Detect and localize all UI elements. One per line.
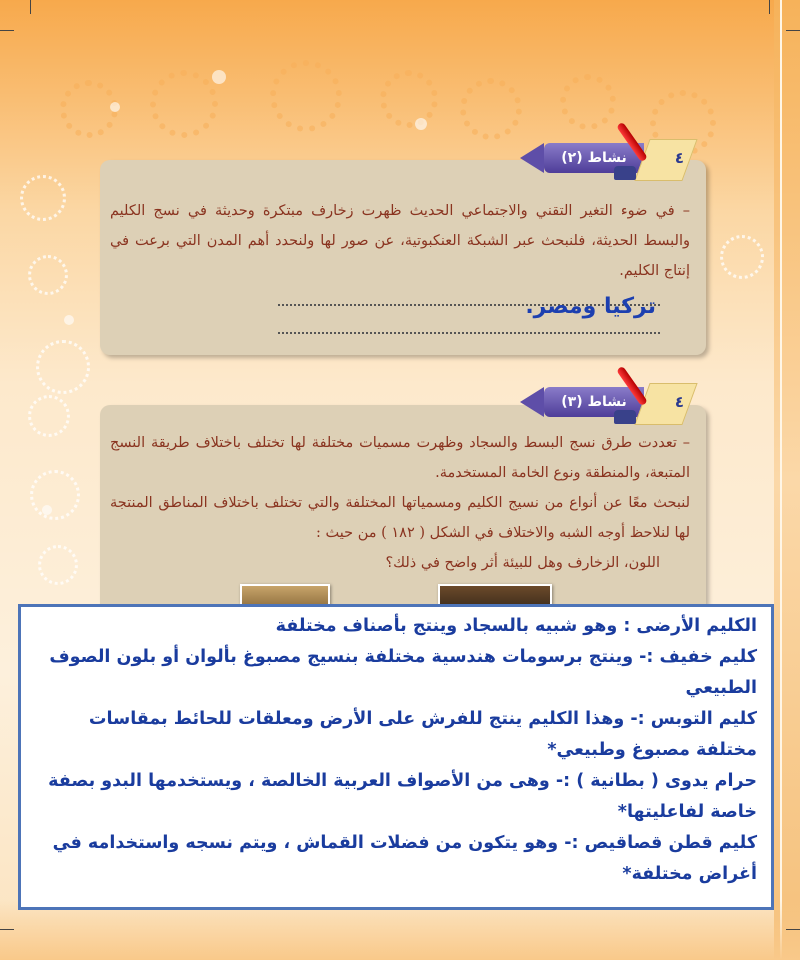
activity-2-line-3: اللون، الزخارف وهل للبيئة أثر واضح في ذلك؟ — [385, 555, 660, 571]
inkpot-icon — [614, 410, 636, 424]
activity-2-text — [110, 428, 690, 578]
flower-decoration — [150, 70, 218, 138]
badge-label: نشاط (٢) — [544, 143, 644, 173]
crop-mark — [786, 30, 800, 31]
page-edge-strip — [774, 0, 800, 960]
crop-mark — [30, 0, 31, 14]
overlay-item: كليم خفيف :- وينتج برسومات هندسية مختلفة بنسيج مصبوغ بألوان أو بلون الصوف الطبيعي — [49, 647, 757, 698]
activity-1-text: – في ضوء التغير التقني والاجتماعي الحديث ظهرت زخارف مبتكرة وحديثة في نسج الكليم والبسط الحديثة، فلنبحث عبر الشبكة العنكبوتية، عن صور لها ولنحدد أهم المدن التي برعت في إنتاج الكليم. — [110, 203, 690, 279]
flower-decoration — [270, 60, 342, 132]
overlay-item: حرام يدوى ( بطانية ) :- وهى من الأصواف العربية الخالصة ، ويستخدمها البدو بصفة خاصة لفاعليتها* — [48, 771, 757, 822]
flower-decoration — [42, 505, 52, 515]
flower-decoration — [28, 255, 68, 295]
answer-overlay-box — [18, 604, 774, 910]
crop-mark — [769, 0, 770, 14]
flower-decoration — [720, 235, 764, 279]
overlay-item: كليم قطن قصاقيص :- وهو يتكون من فضلات القماش ، ويتم نسجه واستخدامه في أغراض مختلفة* — [52, 833, 757, 884]
activity-2-line-1: – تعددت طرق نسج البسط والسجاد وظهرت مسميات مختلفة لها تختلف باختلاف طريقة النسج المتبعة، والمنطقة ونوع الخامة المستخدمة. — [110, 435, 690, 481]
flower-decoration — [212, 70, 226, 84]
flower-decoration — [415, 118, 427, 130]
overlay-item: كليم التوبس :- وهذا الكليم ينتج للفرش على الأرض ومعلقات للحائط بمقاسات مختلفة مصبوغ وطبيعي* — [88, 709, 757, 760]
badge-label: نشاط (٣) — [544, 387, 644, 417]
crop-mark — [786, 929, 800, 930]
crop-mark — [0, 30, 14, 31]
flower-decoration — [36, 340, 90, 394]
flower-decoration — [28, 395, 70, 437]
flower-decoration — [110, 102, 120, 112]
flower-decoration — [38, 545, 78, 585]
handwritten-answer: تركيا ومصر. — [525, 294, 656, 319]
badge-arrow — [520, 387, 544, 417]
flower-decoration — [460, 78, 522, 140]
answer-line — [278, 332, 660, 334]
flower-decoration — [30, 470, 80, 520]
badge-number: ٤ — [674, 393, 684, 411]
badge-number: ٤ — [674, 149, 684, 167]
activity-2-line-2: لنبحث معًا عن أنواع من نسيج الكليم ومسمياتها المختلفة والتي تختلف باختلاف المناطق المنتجة لها لنلاحظ أوجه الشبه والاختلاف في الشكل ( ١٨٢ ) من حيث : — [110, 495, 690, 541]
badge-arrow — [520, 143, 544, 173]
flower-decoration — [380, 70, 438, 128]
overlay-item: الكليم الأرضى : وهو شبيه بالسجاد وينتج بأصناف مختلفة — [275, 616, 757, 636]
flower-decoration — [64, 315, 74, 325]
flower-decoration — [20, 175, 66, 221]
flower-decoration — [560, 74, 616, 130]
flower-decoration — [60, 80, 118, 138]
crop-mark — [0, 929, 14, 930]
inkpot-icon — [614, 166, 636, 180]
